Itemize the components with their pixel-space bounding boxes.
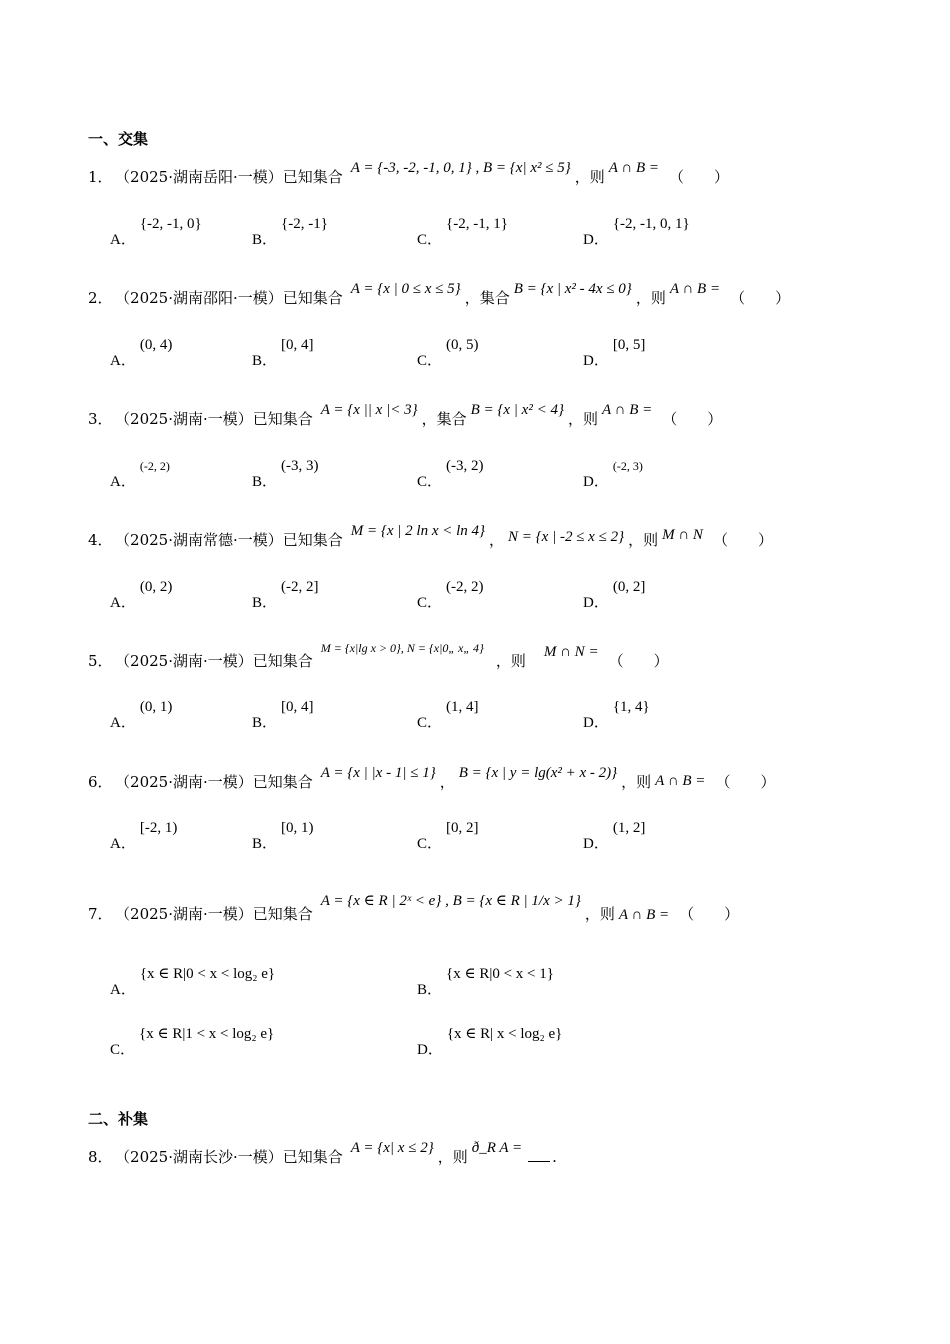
math-expression: M ∩ N = bbox=[543, 644, 599, 660]
option-b bbox=[252, 699, 314, 731]
option-a bbox=[110, 820, 178, 852]
math-expression: N = {x | -2 ≤ x ≤ 2} bbox=[508, 529, 625, 545]
question-source: （2025·湖南·一模）已知集合 bbox=[122, 652, 313, 670]
option-b bbox=[252, 579, 319, 611]
math-expression: A = {x| x ≤ 2} bbox=[350, 1140, 434, 1156]
math-expression: A ∩ B = bbox=[618, 907, 670, 923]
option-c bbox=[417, 699, 479, 731]
question-text: ，则 bbox=[628, 531, 659, 549]
option-label: A． bbox=[110, 474, 136, 490]
question-text: ，则 bbox=[437, 1148, 468, 1166]
option-d bbox=[583, 699, 650, 731]
answer-parentheses: （ ） bbox=[608, 652, 669, 670]
option-label: D． bbox=[583, 353, 609, 369]
option-c bbox=[417, 458, 484, 490]
math-expression: A ∩ B = bbox=[608, 160, 659, 176]
option-value: {x ∈ R|0 < x < 1} bbox=[446, 966, 554, 982]
option-b bbox=[252, 337, 314, 369]
question-number: 6． bbox=[88, 773, 113, 791]
option-value: (0, 1) bbox=[139, 699, 173, 715]
math-expression: A ∩ B = bbox=[601, 402, 653, 418]
option-c bbox=[417, 337, 479, 369]
math-expression: A = {x || x |< 3} bbox=[320, 402, 418, 418]
question-source: （2025·湖南·一模）已知集合 bbox=[122, 905, 313, 923]
math-expression: M = {x | 2 ln x < ln 4} bbox=[350, 523, 486, 539]
question-text: ，则 bbox=[584, 905, 615, 923]
question-source: （2025·湖南岳阳·一模）已知集合 bbox=[122, 168, 343, 186]
option-label: A． bbox=[110, 836, 136, 852]
option-value: {x ∈ R|0 < x < log₂ e} bbox=[139, 966, 276, 982]
math-expression: M ∩ N bbox=[662, 527, 703, 543]
option-d bbox=[583, 459, 643, 490]
question-number: 3． bbox=[88, 410, 113, 428]
question-7 bbox=[88, 893, 740, 924]
option-value: [-2, 1) bbox=[139, 820, 178, 836]
option-label: C． bbox=[417, 595, 443, 611]
math-expression: ð_R A = bbox=[471, 1140, 523, 1156]
option-label: D． bbox=[583, 595, 609, 611]
option-label: B． bbox=[252, 353, 278, 369]
answer-parentheses: （ ） bbox=[730, 289, 791, 307]
question-text: ，集合 bbox=[464, 289, 510, 307]
option-label: D． bbox=[417, 1042, 443, 1058]
option-d bbox=[583, 216, 690, 248]
option-label: D． bbox=[583, 715, 609, 731]
option-b bbox=[417, 966, 554, 998]
math-expression: B = {x | y = lg(x² + x - 2)} bbox=[458, 765, 618, 781]
option-value: [0, 4] bbox=[281, 337, 314, 353]
question-text: ，则 bbox=[574, 168, 605, 186]
option-value: (1, 2] bbox=[612, 820, 646, 836]
option-value: (-3, 2) bbox=[446, 458, 484, 474]
question-source: （2025·湖南邵阳·一模）已知集合 bbox=[122, 289, 343, 307]
option-d bbox=[583, 820, 646, 852]
option-label: B． bbox=[252, 474, 278, 490]
option-a bbox=[110, 216, 202, 248]
question-source: （2025·湖南常德·一模）已知集合 bbox=[122, 531, 343, 549]
option-c bbox=[417, 579, 484, 611]
question-1 bbox=[88, 160, 730, 187]
option-a bbox=[110, 579, 173, 611]
option-d bbox=[417, 1026, 563, 1058]
option-label: C． bbox=[417, 474, 443, 490]
section-title-intersection: 一、交集 bbox=[88, 130, 149, 148]
question-text: ， bbox=[489, 531, 505, 549]
question-source: （2025·湖南长沙·一模）已知集合 bbox=[122, 1148, 343, 1166]
option-d bbox=[583, 337, 646, 369]
math-expression: B = {x | x² < 4} bbox=[470, 402, 564, 418]
option-a bbox=[110, 459, 170, 490]
question-8 bbox=[88, 1140, 557, 1167]
option-b bbox=[252, 458, 319, 490]
option-value: {-2, -1, 0} bbox=[139, 216, 202, 232]
question-5 bbox=[88, 641, 669, 671]
option-label: B． bbox=[252, 232, 278, 248]
math-expression: A = {x | 0 ≤ x ≤ 5} bbox=[350, 281, 461, 297]
option-label: C． bbox=[417, 353, 443, 369]
question-text: . bbox=[552, 1148, 557, 1166]
option-value: (-2, 2] bbox=[281, 579, 319, 595]
option-value: (-2, 3) bbox=[612, 459, 643, 473]
option-value: (0, 2) bbox=[139, 579, 173, 595]
option-b bbox=[252, 820, 314, 852]
question-4 bbox=[88, 523, 773, 550]
option-value: [0, 1) bbox=[281, 820, 314, 836]
question-source: （2025·湖南·一模）已知集合 bbox=[122, 773, 313, 791]
question-text: ，则 bbox=[635, 289, 666, 307]
question-number: 8． bbox=[88, 1148, 113, 1166]
option-value: {x ∈ R| x < log₂ e} bbox=[446, 1026, 563, 1042]
option-value: {x ∈ R|1 < x < log₂ e} bbox=[139, 1026, 275, 1042]
option-value: (0, 5) bbox=[446, 337, 479, 353]
option-value: [0, 5] bbox=[612, 337, 646, 353]
question-text: ，则 bbox=[621, 773, 652, 791]
option-d bbox=[583, 579, 646, 611]
option-label: B． bbox=[252, 836, 278, 852]
option-label: B． bbox=[252, 595, 278, 611]
option-c bbox=[110, 1026, 275, 1058]
answer-blank[interactable] bbox=[528, 1161, 550, 1162]
question-2 bbox=[88, 281, 791, 308]
math-expression: A = {-3, -2, -1, 0, 1} , B = {x| x² ≤ 5} bbox=[350, 160, 571, 176]
math-expression: M = {x|lg x > 0}, N = {x|0„ x„ 4} bbox=[320, 641, 484, 655]
option-label: C． bbox=[417, 836, 443, 852]
question-text: ，则 bbox=[495, 652, 526, 670]
question-number: 1． bbox=[88, 168, 113, 186]
option-value: {-2, -1, 1} bbox=[446, 216, 508, 232]
option-label: A． bbox=[110, 715, 136, 731]
option-value: (-2, 2) bbox=[446, 579, 484, 595]
option-a bbox=[110, 337, 173, 369]
question-number: 7． bbox=[88, 905, 113, 923]
question-number: 2． bbox=[88, 289, 113, 307]
math-expression: B = {x | x² - 4x ≤ 0} bbox=[513, 281, 632, 297]
option-label: C． bbox=[417, 232, 443, 248]
option-label: C． bbox=[417, 715, 443, 731]
option-value: (0, 4) bbox=[139, 337, 173, 353]
option-value: {-2, -1, 0, 1} bbox=[612, 216, 690, 232]
question-3 bbox=[88, 402, 723, 429]
question-text: ，集合 bbox=[421, 410, 467, 428]
option-value: (-2, 2) bbox=[139, 459, 170, 473]
option-label: A． bbox=[110, 595, 136, 611]
option-b bbox=[252, 216, 328, 248]
answer-parentheses: （ ） bbox=[679, 905, 740, 923]
math-expression: A = {x ∈ R | 2ˣ < e} , B = {x ∈ R | 1/x > 1} bbox=[320, 893, 581, 909]
question-6 bbox=[88, 765, 776, 792]
section-title-complement: 二、补集 bbox=[88, 1110, 149, 1128]
option-a bbox=[110, 966, 276, 998]
question-text: ， bbox=[439, 773, 455, 791]
option-label: D． bbox=[583, 474, 609, 490]
option-label: D． bbox=[583, 232, 609, 248]
option-value: {-2, -1} bbox=[281, 216, 328, 232]
option-value: (-3, 3) bbox=[281, 458, 319, 474]
question-number: 4． bbox=[88, 531, 113, 549]
math-expression: A ∩ B = bbox=[669, 281, 721, 297]
option-label: C． bbox=[110, 1042, 136, 1058]
question-text: ，则 bbox=[567, 410, 598, 428]
answer-parentheses: （ ） bbox=[669, 168, 730, 186]
option-value: (1, 4] bbox=[446, 699, 479, 715]
answer-parentheses: （ ） bbox=[662, 410, 723, 428]
option-label: B． bbox=[252, 715, 278, 731]
option-value: [0, 2] bbox=[446, 820, 479, 836]
option-a bbox=[110, 699, 173, 731]
question-source: （2025·湖南·一模）已知集合 bbox=[122, 410, 313, 428]
question-number: 5． bbox=[88, 652, 113, 670]
option-label: A． bbox=[110, 982, 136, 998]
option-label: A． bbox=[110, 353, 136, 369]
option-label: D． bbox=[583, 836, 609, 852]
math-expression: A = {x | |x - 1| ≤ 1} bbox=[320, 765, 436, 781]
math-expression: A ∩ B = bbox=[655, 773, 706, 789]
option-c bbox=[417, 820, 479, 852]
option-value: [0, 4] bbox=[281, 699, 314, 715]
option-label: A． bbox=[110, 232, 136, 248]
option-value: (0, 2] bbox=[612, 579, 646, 595]
option-c bbox=[417, 216, 508, 248]
option-label: B． bbox=[417, 982, 443, 998]
answer-parentheses: （ ） bbox=[715, 773, 776, 791]
option-value: {1, 4} bbox=[612, 699, 650, 715]
answer-parentheses: （ ） bbox=[712, 531, 773, 549]
